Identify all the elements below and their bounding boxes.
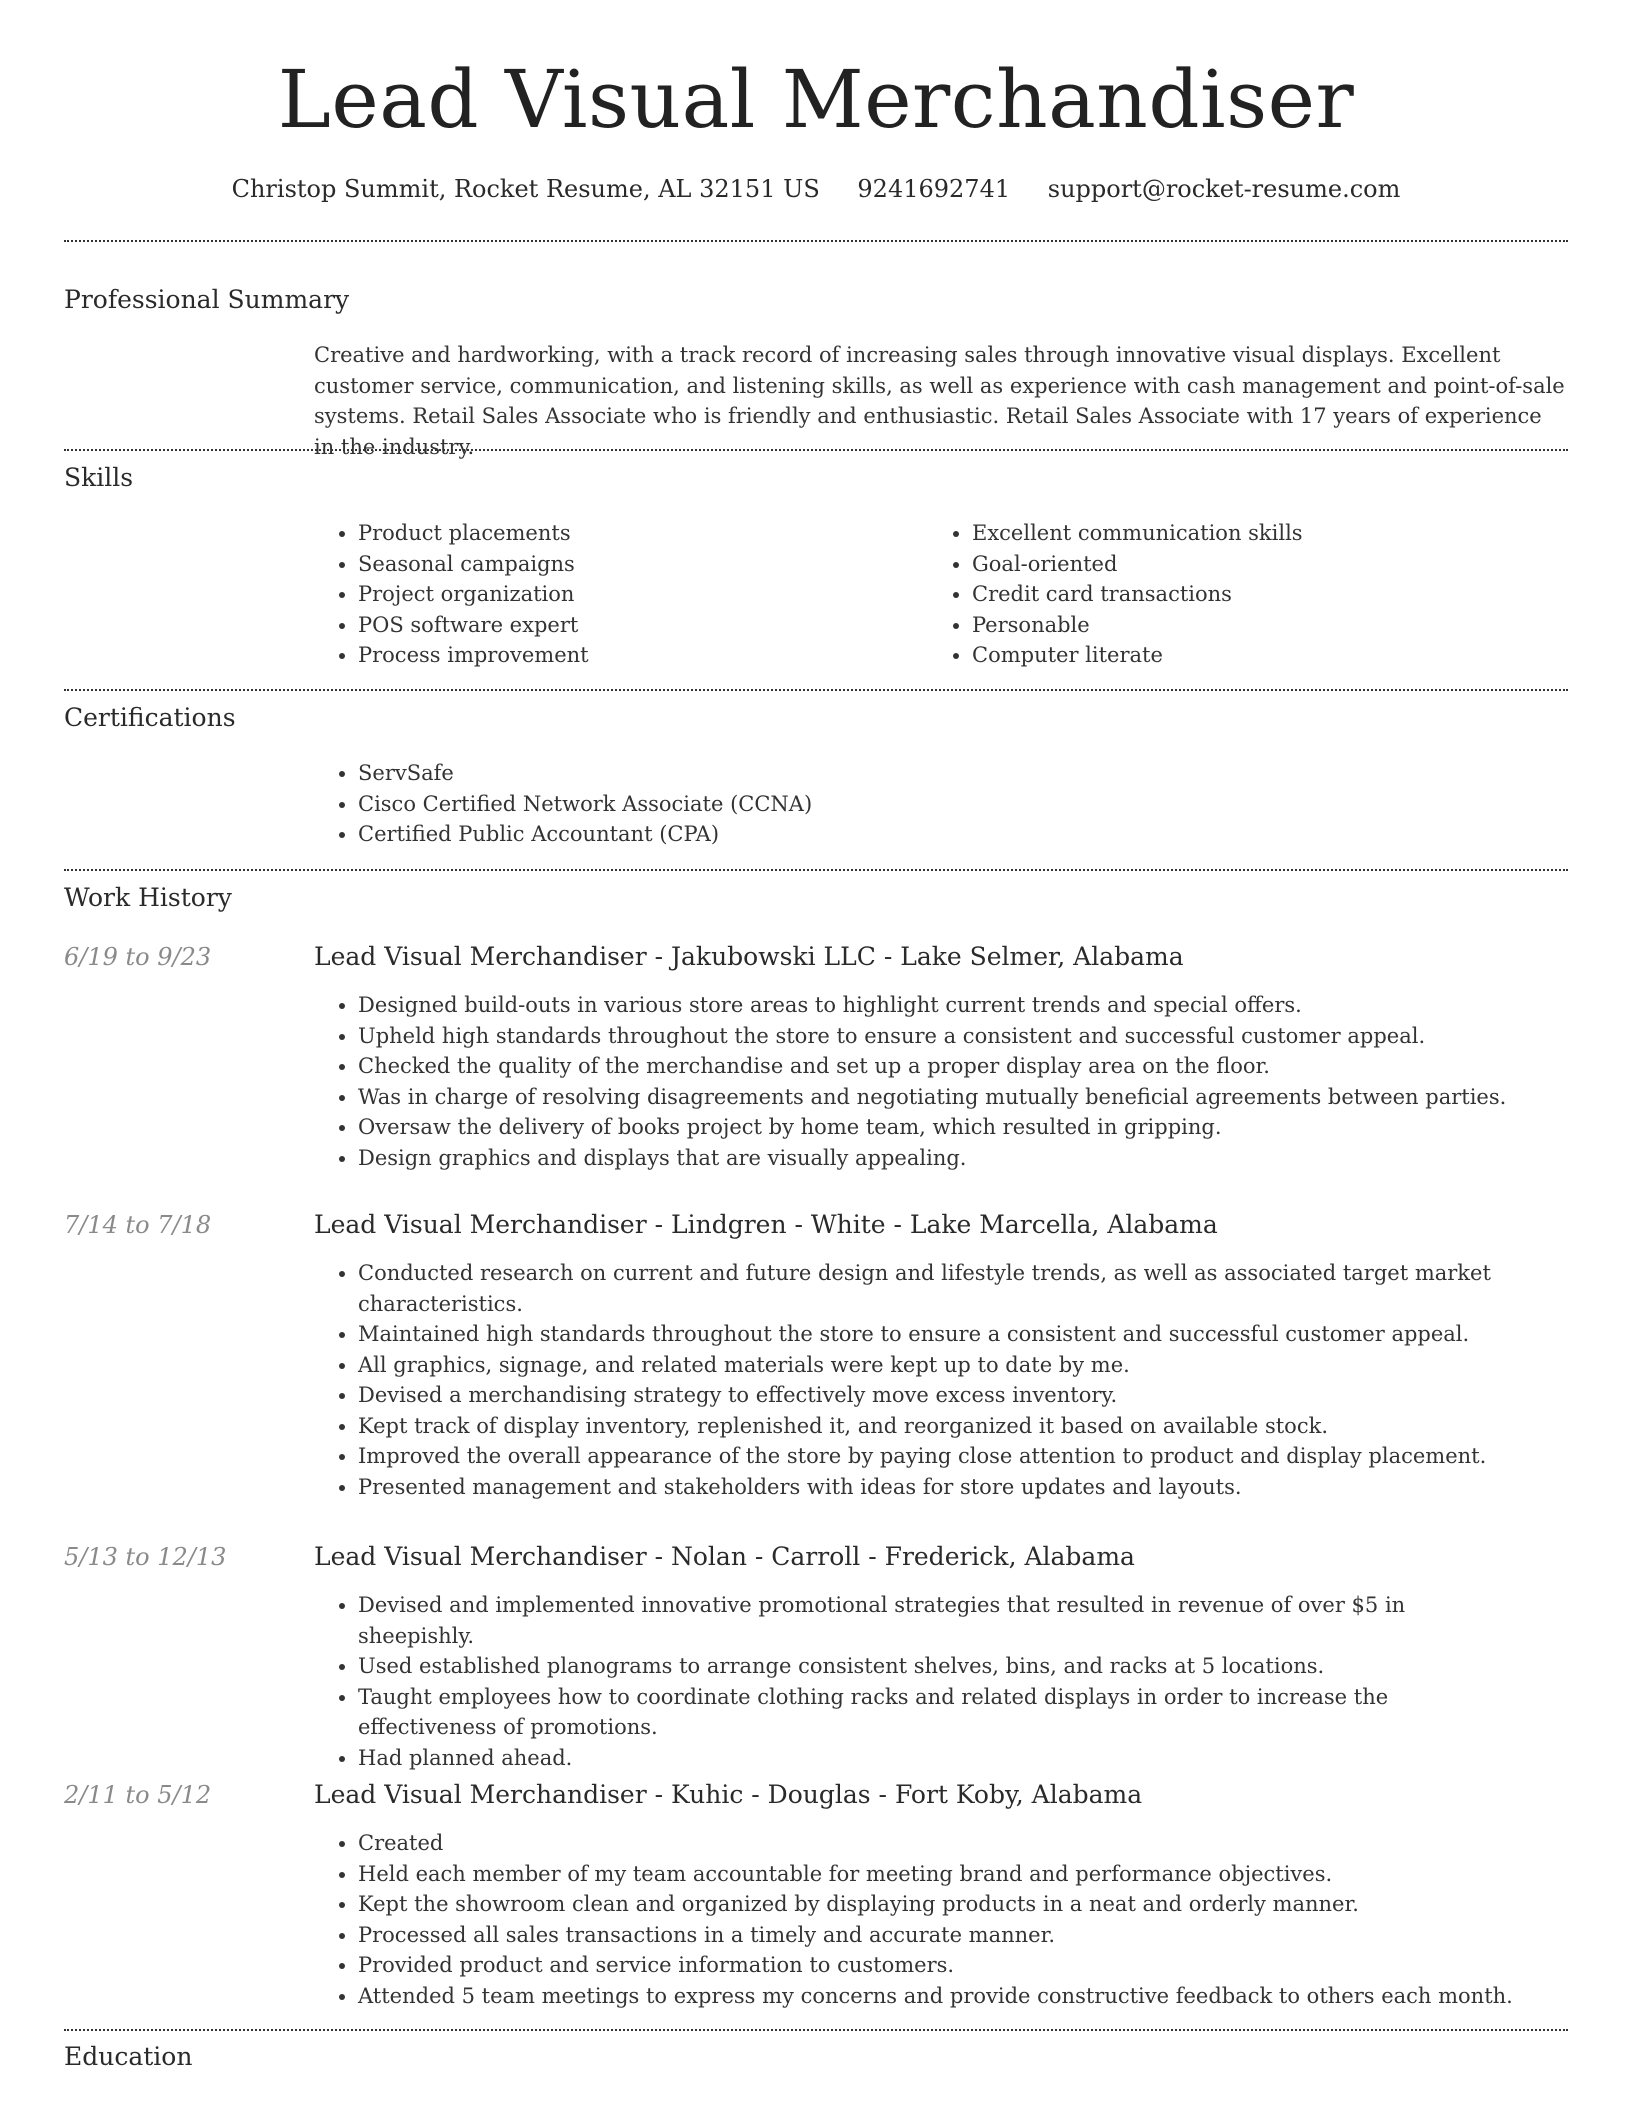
job-bullet: • Devised and implemented innovative promotional strategies that resulted in revenue of over $5 in sheepishly. xyxy=(358,1590,1514,1651)
job-dates: 5/13 to 12/13 xyxy=(64,1543,227,1571)
job-bullets xyxy=(314,1590,1514,1773)
skill-item: • Seasonal campaigns xyxy=(358,549,914,580)
section-divider xyxy=(64,449,1568,451)
job-bullet: • Provided product and service information to customers. xyxy=(358,1950,1514,1981)
section-divider xyxy=(64,2029,1568,2031)
job-bullet: • Oversaw the delivery of books project by home team, which resulted in gripping. xyxy=(358,1112,1514,1143)
skill-item: • Personable xyxy=(972,610,1548,641)
job-bullet: • Conducted research on current and future design and lifestyle trends, as well as associated target market characteristics. xyxy=(358,1258,1514,1319)
skill-item: • Project organization xyxy=(358,579,914,610)
job-bullet: • Used established planograms to arrange consistent shelves, bins, and racks at 5 locations. xyxy=(358,1651,1514,1682)
job-bullet: • Held each member of my team accountable for meeting brand and performance objectives. xyxy=(358,1859,1514,1890)
job-dates: 7/14 to 7/18 xyxy=(64,1211,212,1239)
candidate-name: Lead Visual Merchandiser xyxy=(277,53,1355,146)
summary-text: Creative and hardworking, with a track record of increasing sales through innovative visual displays. Excellent customer service, communication, and listening skills, as well as experience with cash management and point-of-sale systems. Retail Sales Associate who is friendly and enthusiastic. Retail Sales Associate with 17 years of experience in the industry. xyxy=(314,343,1565,459)
job-bullet: • Designed build-outs in various store areas to highlight current trends and special offers. xyxy=(358,990,1514,1021)
skills-column-left xyxy=(314,518,914,671)
contact-email: support@rocket-resume.com xyxy=(1047,175,1401,203)
skill-item: • Goal-oriented xyxy=(972,549,1548,580)
job-title: Lead Visual Merchandiser - Kuhic - Douglas - Fort Koby, Alabama xyxy=(314,1780,1143,1809)
job-title: Lead Visual Merchandiser - Jakubowski LLC - Lake Selmer, Alabama xyxy=(314,942,1184,971)
skill-item: • Process improvement xyxy=(358,640,914,671)
contact-address: Christop Summit, Rocket Resume, AL 32151 US xyxy=(231,175,820,203)
skill-item: • Computer literate xyxy=(972,640,1548,671)
job-bullets xyxy=(314,1828,1514,2011)
job-bullet: • Attended 5 team meetings to express my concerns and provide constructive feedback to others each month. xyxy=(358,1981,1514,2012)
contact-phone: 9241692741 xyxy=(857,175,1011,203)
education-heading: Education xyxy=(64,2042,193,2071)
certification-item: • ServSafe xyxy=(358,758,1568,789)
skills-column-right xyxy=(928,518,1548,671)
job-bullet: • All graphics, signage, and related materials were kept up to date by me. xyxy=(358,1350,1514,1381)
job-dates: 2/11 to 5/12 xyxy=(64,1781,212,1809)
summary-heading: Professional Summary xyxy=(64,285,350,314)
section-divider xyxy=(64,689,1568,691)
job-bullet: • Kept track of display inventory, replenished it, and reorganized it based on available stock. xyxy=(358,1411,1514,1442)
job-bullet: • Taught employees how to coordinate clothing racks and related displays in order to increase the effectiveness of promotions. xyxy=(358,1682,1514,1743)
job-bullets xyxy=(314,990,1514,1173)
job-title: Lead Visual Merchandiser - Nolan - Carroll - Frederick, Alabama xyxy=(314,1542,1135,1571)
section-divider xyxy=(64,869,1568,871)
skill-item: • Excellent communication skills xyxy=(972,518,1548,549)
job-bullet: • Devised a merchandising strategy to effectively move excess inventory. xyxy=(358,1380,1514,1411)
skill-item: • Credit card transactions xyxy=(972,579,1548,610)
skills-section xyxy=(314,518,1568,678)
job-title: Lead Visual Merchandiser - Lindgren - White - Lake Marcella, Alabama xyxy=(314,1210,1218,1239)
job-bullet: • Checked the quality of the merchandise and set up a proper display area on the floor. xyxy=(358,1051,1514,1082)
certifications-heading: Certifications xyxy=(64,703,236,732)
contact-line xyxy=(0,172,1632,206)
job-bullet: • Kept the showroom clean and organized by displaying products in a neat and orderly manner. xyxy=(358,1889,1514,1920)
job-bullet: • Presented management and stakeholders with ideas for store updates and layouts. xyxy=(358,1472,1514,1503)
job-bullet: • Upheld high standards throughout the store to ensure a consistent and successful customer appeal. xyxy=(358,1021,1514,1052)
certification-item: • Cisco Certified Network Associate (CCNA) xyxy=(358,789,1568,820)
work-history-heading: Work History xyxy=(64,883,232,912)
job-bullet: • Had planned ahead. xyxy=(358,1743,1514,1774)
certification-item: • Certified Public Accountant (CPA) xyxy=(358,819,1568,850)
job-dates: 6/19 to 9/23 xyxy=(64,943,212,971)
skill-item: • Product placements xyxy=(358,518,914,549)
job-bullet: • Design graphics and displays that are visually appealing. xyxy=(358,1143,1514,1174)
job-bullet: • Maintained high standards throughout the store to ensure a consistent and successful customer appeal. xyxy=(358,1319,1514,1350)
job-bullet: • Improved the overall appearance of the store by paying close attention to product and display placement. xyxy=(358,1441,1514,1472)
job-bullets xyxy=(314,1258,1514,1502)
section-divider xyxy=(64,240,1568,242)
certifications-section xyxy=(314,758,1568,850)
job-bullet: • Created xyxy=(358,1828,1514,1859)
summary-section xyxy=(314,340,1568,462)
job-bullet: • Was in charge of resolving disagreements and negotiating mutually beneficial agreements between parties. xyxy=(358,1082,1514,1113)
skill-item: • POS software expert xyxy=(358,610,914,641)
skills-heading: Skills xyxy=(64,463,134,492)
job-bullet: • Processed all sales transactions in a timely and accurate manner. xyxy=(358,1920,1514,1951)
